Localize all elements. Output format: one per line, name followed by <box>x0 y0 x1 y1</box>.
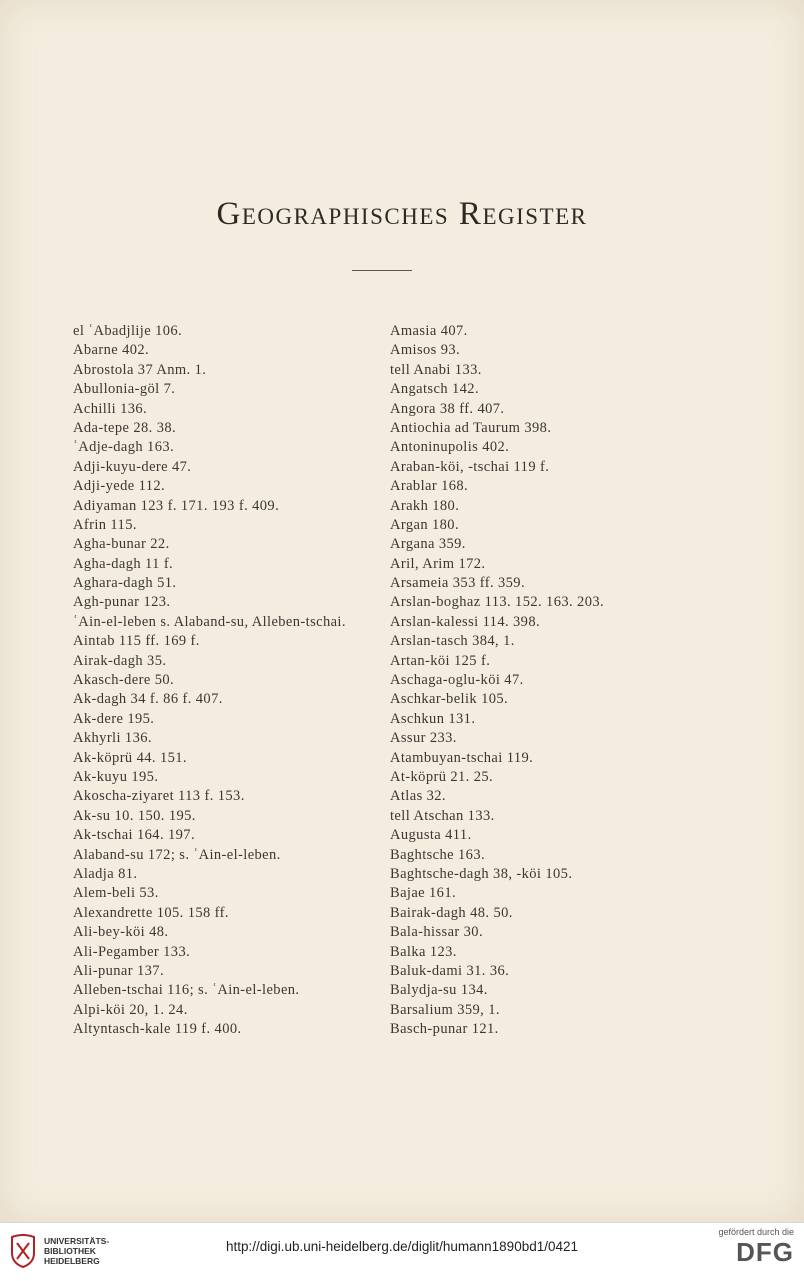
index-entry: Abrostola 37 Anm. 1. <box>73 361 207 378</box>
logo-line-1: UNIVERSITÄTS- <box>44 1236 110 1246</box>
funding-label: gefördert durch die <box>718 1227 794 1237</box>
index-entry: Abarne 402. <box>73 342 150 359</box>
index-entry: Ak-dere 195. <box>73 710 155 727</box>
index-entry: Adji-yede 112. <box>73 478 166 495</box>
index-entry: Aschkun 131. <box>390 710 476 727</box>
index-entry: Balka 123. <box>390 943 457 960</box>
index-entry: Argan 180. <box>390 516 459 533</box>
index-entry: Alem-beli 53. <box>73 885 159 902</box>
index-entry: Alaband-su 172; s. ʿAin-el-leben. <box>73 846 281 863</box>
index-entry: Aintab 115 ff. 169 f. <box>73 633 200 650</box>
index-entry: Agha-bunar 22. <box>73 536 170 553</box>
index-entry: Airak-dagh 35. <box>73 652 167 669</box>
index-entry: Baghtsche 163. <box>390 846 486 863</box>
index-entry: Ak-köprü 44. 151. <box>73 749 187 766</box>
index-entry: Ak-dagh 34 f. 86 f. 407. <box>73 691 223 708</box>
index-entry: Akasch-dere 50. <box>73 672 175 689</box>
permalink-url[interactable]: http://digi.ub.uni-heidelberg.de/diglit/humann1890bd1/0421 <box>225 1239 579 1254</box>
index-entry: Agh-punar 123. <box>73 594 171 611</box>
index-entry: Bairak-dagh 48. 50. <box>390 904 513 921</box>
dfg-wordmark: DFG <box>736 1237 794 1267</box>
index-entry: Arsameia 353 ff. 359. <box>390 575 525 592</box>
index-entry: ʿAin-el-leben s. Alaband-su, Alleben-tschai. <box>73 613 346 630</box>
index-entry: Abullonia-göl 7. <box>73 381 176 398</box>
index-entry: Ali-Pegamber 133. <box>73 943 191 960</box>
index-entry: Aschaga-oglu-köi 47. <box>390 672 524 689</box>
index-entry: Angora 38 ff. 407. <box>390 400 505 417</box>
footer-bar <box>0 1222 804 1281</box>
index-entry: Arslan-boghaz 113. 152. 163. 203. <box>390 594 605 611</box>
page-title: Geographisches Register <box>216 196 588 232</box>
index-entry: Baluk-dami 31. 36. <box>390 962 510 979</box>
index-entry: At-köprü 21. 25. <box>390 768 494 785</box>
index-entry: Arslan-kalessi 114. 398. <box>390 613 541 630</box>
index-entry: Adiyaman 123 f. 171. 193 f. 409. <box>73 497 280 514</box>
index-entry: Ada-tepe 28. 38. <box>73 419 177 436</box>
index-entry: Artan-köi 125 f. <box>390 652 491 669</box>
index-entry: Ak-tschai 164. 197. <box>73 827 195 844</box>
index-entry: Ak-kuyu 195. <box>73 768 159 785</box>
index-entry: Akoscha-ziyaret 113 f. 153. <box>73 788 245 805</box>
index-entry: Aril, Arim 172. <box>390 555 486 572</box>
index-entry: Assur 233. <box>390 730 457 747</box>
index-entry: Bajae 161. <box>390 885 457 902</box>
index-entry: Alpi-köi 20, 1. 24. <box>73 1001 188 1018</box>
index-entry: Augusta 411. <box>390 827 472 844</box>
index-entry: Antiochia ad Taurum 398. <box>390 419 552 436</box>
index-entry: Afrin 115. <box>73 516 137 533</box>
index-entry: Atlas 32. <box>390 788 446 805</box>
index-entry: Ali-bey-köi 48. <box>73 924 169 941</box>
title-divider <box>352 270 412 271</box>
index-entry: Arablar 168. <box>390 478 469 495</box>
index-entry: Angatsch 142. <box>390 381 479 398</box>
index-entry: ʿAdje-dagh 163. <box>73 439 175 456</box>
index-entry: tell Anabi 133. <box>390 361 482 378</box>
index-entry: Aladja 81. <box>73 865 138 882</box>
index-entry: Akhyrli 136. <box>73 730 152 747</box>
index-entry: Ak-su 10. 150. 195. <box>73 807 196 824</box>
index-entry: Aschkar-belik 105. <box>390 691 509 708</box>
index-entry: Antoninupolis 402. <box>390 439 510 456</box>
index-column-left <box>73 322 383 1039</box>
index-column-right <box>390 322 690 1039</box>
index-entry: Aghara-dagh 51. <box>73 575 177 592</box>
index-entry: Alexandrette 105. 158 ff. <box>73 904 229 921</box>
index-entry: Amasia 407. <box>390 323 468 339</box>
index-entry: Altyntasch-kale 119 f. 400. <box>73 1021 242 1038</box>
index-entry: Alleben-tschai 116; s. ʿAin-el-leben. <box>73 982 300 999</box>
dfg-logo[interactable] <box>718 1227 794 1267</box>
index-entry: Arslan-tasch 384, 1. <box>390 633 515 650</box>
index-entry: Baghtsche-dagh 38, -köi 105. <box>390 865 573 882</box>
index-entry: Adji-kuyu-dere 47. <box>73 458 192 475</box>
index-entry: Atambuyan-tschai 119. <box>390 749 534 766</box>
index-entry: tell Atschan 133. <box>390 807 495 824</box>
index-entry: Ali-punar 137. <box>73 962 164 979</box>
index-entry: Barsalium 359, 1. <box>390 1001 500 1018</box>
index-entry: Basch-punar 121. <box>390 1021 499 1038</box>
index-entry: Balydja-su 134. <box>390 982 488 999</box>
index-entry: Agha-dagh 11 f. <box>73 555 174 572</box>
index-entry: Achilli 136. <box>73 400 148 417</box>
index-entry: Argana 359. <box>390 536 466 553</box>
index-entry: el ʿAbadjlije 106. <box>73 323 183 339</box>
index-entry: Araban-köi, -tschai 119 f. <box>390 458 550 475</box>
index-entry: Arakh 180. <box>390 497 460 514</box>
logo-line-2: BIBLIOTHEK <box>44 1246 96 1256</box>
index-entry: Amisos 93. <box>390 342 461 359</box>
logo-line-3: HEIDELBERG <box>44 1256 100 1266</box>
index-entry: Bala-hissar 30. <box>390 924 483 941</box>
